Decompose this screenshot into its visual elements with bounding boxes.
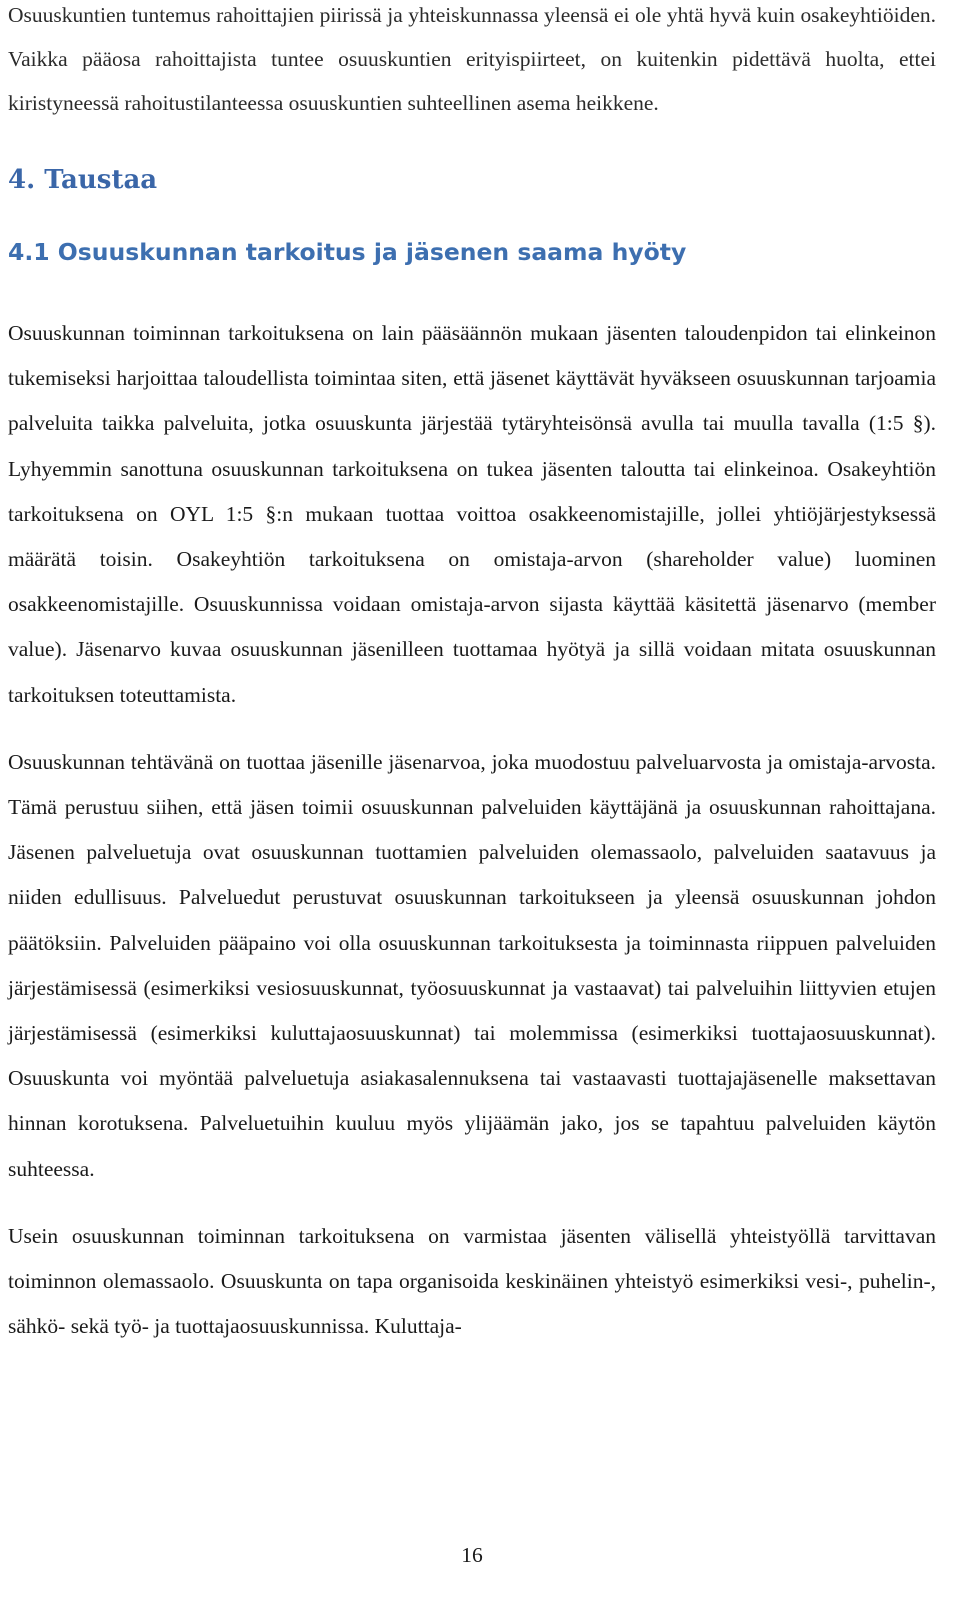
subsection-heading: 4.1 Osuuskunnan tarkoitus ja jäsenen saama hyöty — [8, 238, 687, 266]
page-number: 16 — [461, 1543, 483, 1567]
document-page — [8, 0, 936, 1610]
section-heading: 4. Taustaa — [8, 165, 158, 195]
intro-paragraph: Osuuskuntien tuntemus rahoittajien piirissä ja yhteiskunnassa yleensä ei ole yhtä hyvä kuin osakeyhtiöiden. Vaikka pääosa rahoittajista tuntee osuuskuntien erityispiirteet, on kuitenkin pidettävä huolta, ettei kiristyneessä rahoitustilanteessa osuuskuntien suhteellinen asema heikkene. — [8, 3, 936, 115]
body-paragraph-1: Osuuskunnan toiminnan tarkoituksena on lain pääsäännön mukaan jäsenten taloudenpidon tai elinkeinon tukemiseksi harjoittaa taloudellista toimintaa siten, että jäsenet käyttävät hyväkseen osuuskunnan tarjoamia palveluita taikka palveluita, jotka osuuskunta järjestää tytäryhteisönsä avulla tai muulla tavalla (1:5 §). Lyhyemmin sanottuna osuuskunnan tarkoituksena on tukea jäsenten taloutta tai elinkeinoa. Osakeyhtiön tarkoituksena on OYL 1:5 §:n mukaan tuottaa voittoa osakkeenomistajille, jollei yhtiöjärjestyksessä määrätä toisin. Osakeyhtiön tarkoituksena on omistaja-arvon (shareholder value) luominen osakkeenomistajille. Osuuskunnissa voidaan omistaja-arvon sijasta käyttää käsitettä jäsenarvo (member value). Jäsenarvo kuvaa osuuskunnan jäsenilleen tuottamaa hyötyä ja sillä voidaan mitata osuuskunnan tarkoituksen toteuttamista. — [8, 321, 936, 707]
body-paragraph-3: Usein osuuskunnan toiminnan tarkoituksena on varmistaa jäsenten välisellä yhteistyöllä tarvittavan toiminnon olemassaolo. Osuuskunta on tapa organisoida keskinäinen yhteistyö esimerkiksi vesi-, puhelin-, sähkö- sekä työ- ja tuottajaosuuskunnissa. Kuluttaja- — [8, 1223, 936, 1339]
body-paragraph-2: Osuuskunnan tehtävänä on tuottaa jäsenille jäsenarvoa, joka muodostuu palveluarvosta ja omistaja-arvosta. Tämä perustuu siihen, että jäsen toimii osuuskunnan palveluiden käyttäjänä ja osuuskunnan rahoittajana. Jäsenen palveluetuja ovat osuuskunnan tuottamien palveluiden olemassaolo, palveluiden saatavuus ja niiden edullisuus. Palveluedut perustuvat osuuskunnan tarkoitukseen ja yleensä osuuskunnan johdon päätöksiin. Palveluiden pääpaino voi olla osuuskunnan tarkoituksesta ja toiminnasta riippuen palveluiden järjestämisessä (esimerkiksi vesiosuuskunnat, työosuuskunnat ja vastaavat) tai palveluihin liittyvien etujen järjestämisessä (esimerkiksi kuluttajaosuuskunnat) tai molemmissa (esimerkiksi tuottajaosuuskunnat). Osuuskunta voi myöntää palveluetuja asiakasalennuksena tai vastaavasti tuottajajäsenelle maksettavan hinnan korotuksena. Palveluetuihin kuuluu myös ylijäämän jako, jos se tapahtuu palveluiden käytön suhteessa. — [8, 749, 936, 1181]
